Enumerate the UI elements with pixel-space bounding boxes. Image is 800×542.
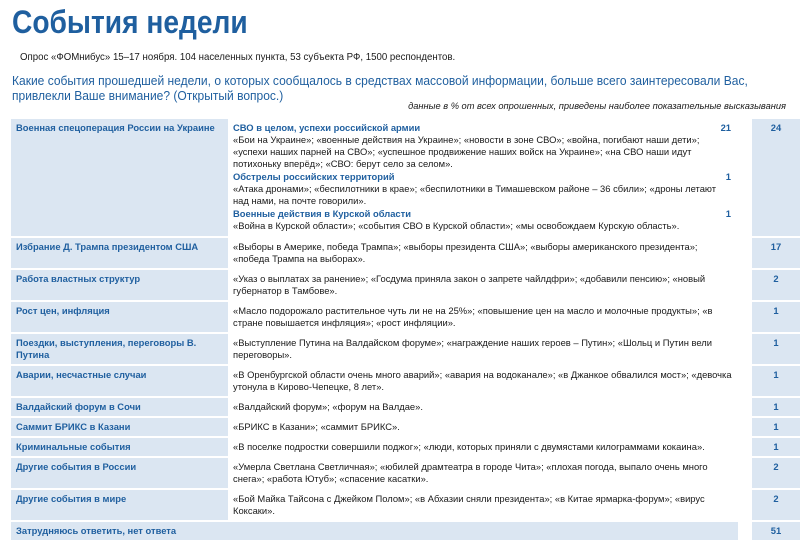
category-cell: Криминальные события <box>11 438 228 456</box>
survey-question: Какие события прошедшей недели, о которых сообщалось в средствах массовой информации, больше всего заинтересовали Вас, привлекли Ваше внимание? (Открытый вопрос.) <box>12 74 748 103</box>
spacer <box>738 490 752 520</box>
category-cell: Избрание Д. Трампа президентом США <box>11 238 228 268</box>
table-row <box>11 398 800 416</box>
subgroup-title: Военные действия в Курской области <box>233 208 412 219</box>
subgroup-title: СВО в целом, успехи российской армии <box>233 122 421 133</box>
total-cell: 2 <box>752 490 800 520</box>
table-row <box>11 418 800 436</box>
category-cell: Рост цен, инфляция <box>11 302 228 332</box>
subgroup <box>233 122 733 170</box>
table-row <box>11 490 800 520</box>
quotes-cell: «Указ о выплатах за ранение»; «Госдума приняла закон о запрете чайлдфри»; «добавили пенсию»; «новый губернатор в Тамбове». <box>228 270 738 300</box>
quotes-cell: «Валдайский форум»; «форум на Валдае». <box>228 398 738 416</box>
total-cell: 1 <box>752 398 800 416</box>
total-cell: 2 <box>752 270 800 300</box>
table-row <box>11 270 800 300</box>
spacer <box>738 302 752 332</box>
page-title: События недели <box>12 4 248 40</box>
total-cell: 51 <box>752 522 800 540</box>
table-row <box>11 302 800 332</box>
category-cell: Аварии, несчастные случаи <box>11 366 228 396</box>
quotes-cell: «БРИКС в Казани»; «саммит БРИКС». <box>228 418 738 436</box>
category-cell: Затрудняюсь ответить, нет ответа <box>11 522 228 540</box>
total-cell: 1 <box>752 418 800 436</box>
subgroup <box>233 171 733 207</box>
subgroup <box>233 208 733 232</box>
subgroup-quotes: «Бои на Украине»; «военные действия на Украине»; «новости в зоне СВО»; «война, погибают наши дети»; «успехи наших парней на СВО»; «успешное продвижение наших войск на Украине»; «на СВО наши идут потихоньку вперёд»; «СВО: берут село за селом». <box>233 134 700 169</box>
quotes-cell: «Выборы в Америке, победа Трампа»; «выборы президента США»; «выборы американского президента»; «победа Трампа на выборах». <box>228 238 738 268</box>
spacer <box>738 334 752 364</box>
category-cell: Другие события в России <box>11 458 228 488</box>
table-row <box>11 238 800 268</box>
table-row-no-answer <box>11 522 800 540</box>
subgroup-value: 1 <box>725 171 731 182</box>
table-row <box>11 334 800 364</box>
spacer <box>738 522 752 540</box>
total-cell: 24 <box>752 119 800 236</box>
table-row <box>11 119 800 236</box>
quotes-cell <box>228 522 738 540</box>
category-cell: Поездки, выступления, переговоры В. Путина <box>11 334 228 364</box>
spacer <box>738 238 752 268</box>
results-table <box>11 117 800 542</box>
table-row <box>11 458 800 488</box>
spacer <box>738 119 752 236</box>
data-note: данные в % от всех опрошенных, приведены наиболее показательные высказывания <box>408 101 786 111</box>
category-cell: Валдайский форум в Сочи <box>11 398 228 416</box>
total-cell: 17 <box>752 238 800 268</box>
quotes-cell: «В поселке подростки совершили поджог»; «люди, которых приняли с двумястами килограммами кокаина». <box>228 438 738 456</box>
spacer <box>738 270 752 300</box>
subgroup-quotes: «Атака дронами»; «беспилотники в крае»; «беспилотники в Тимашевском районе – 36 сбили»; «дроны летают над нами, на почте говорили». <box>233 183 717 206</box>
spacer <box>738 458 752 488</box>
total-cell: 1 <box>752 334 800 364</box>
quotes-cell: «В Оренбургской области очень много аварий»; «авария на водоканале»; «в Джанкое обвалился мост»; «девочка утонула в Кирово-Чепецке, 8 лет». <box>228 366 738 396</box>
category-cell: Другие события в мире <box>11 490 228 520</box>
category-cell: Работа властных структур <box>11 270 228 300</box>
quotes-cell <box>228 119 738 236</box>
total-cell: 1 <box>752 438 800 456</box>
table-row <box>11 366 800 396</box>
subgroup-header <box>233 208 733 220</box>
spacer <box>738 366 752 396</box>
category-cell: Военная спецоперация России на Украине <box>11 119 228 236</box>
quotes-cell: «Бой Майка Тайсона с Джейком Полом»; «в Абхазии сняли президента»; «в Китае ярмарка-форум»; «вирус Коксаки». <box>228 490 738 520</box>
category-cell: Саммит БРИКС в Казани <box>11 418 228 436</box>
spacer <box>738 438 752 456</box>
spacer <box>738 398 752 416</box>
total-cell: 1 <box>752 366 800 396</box>
table-row <box>11 438 800 456</box>
subgroup-header <box>233 171 733 183</box>
quotes-cell: «Масло подорожало растительное чуть ли не на 25%»; «повышение цен на масло и молочные продукты»; «в стране повышается инфляция»; «рост инфляции». <box>228 302 738 332</box>
total-cell: 1 <box>752 302 800 332</box>
subgroup-header <box>233 122 733 134</box>
survey-info: Опрос «ФОМнибус» 15–17 ноября. 104 населенных пункта, 53 субъекта РФ, 1500 респондентов. <box>20 51 456 63</box>
total-cell: 2 <box>752 458 800 488</box>
spacer <box>738 418 752 436</box>
subgroup-value: 21 <box>720 122 731 133</box>
quotes-cell: «Выступление Путина на Валдайском форуме»; «награждение наших героев – Путин»; «Шольц и Путин вели переговоры». <box>228 334 738 364</box>
quotes-cell: «Умерла Светлана Светличная»; «юбилей драмтеатра в городе Чита»; «плохая погода, выпало очень много снега»; «работа Ютуб»; «спасение касатки». <box>228 458 738 488</box>
subgroup-quotes: «Война в Курской области»; «события СВО в Курской области»; «мы освобождаем Курскую область». <box>233 220 680 231</box>
subgroup-title: Обстрелы российских территорий <box>233 171 395 182</box>
subgroup-value: 1 <box>725 208 731 219</box>
